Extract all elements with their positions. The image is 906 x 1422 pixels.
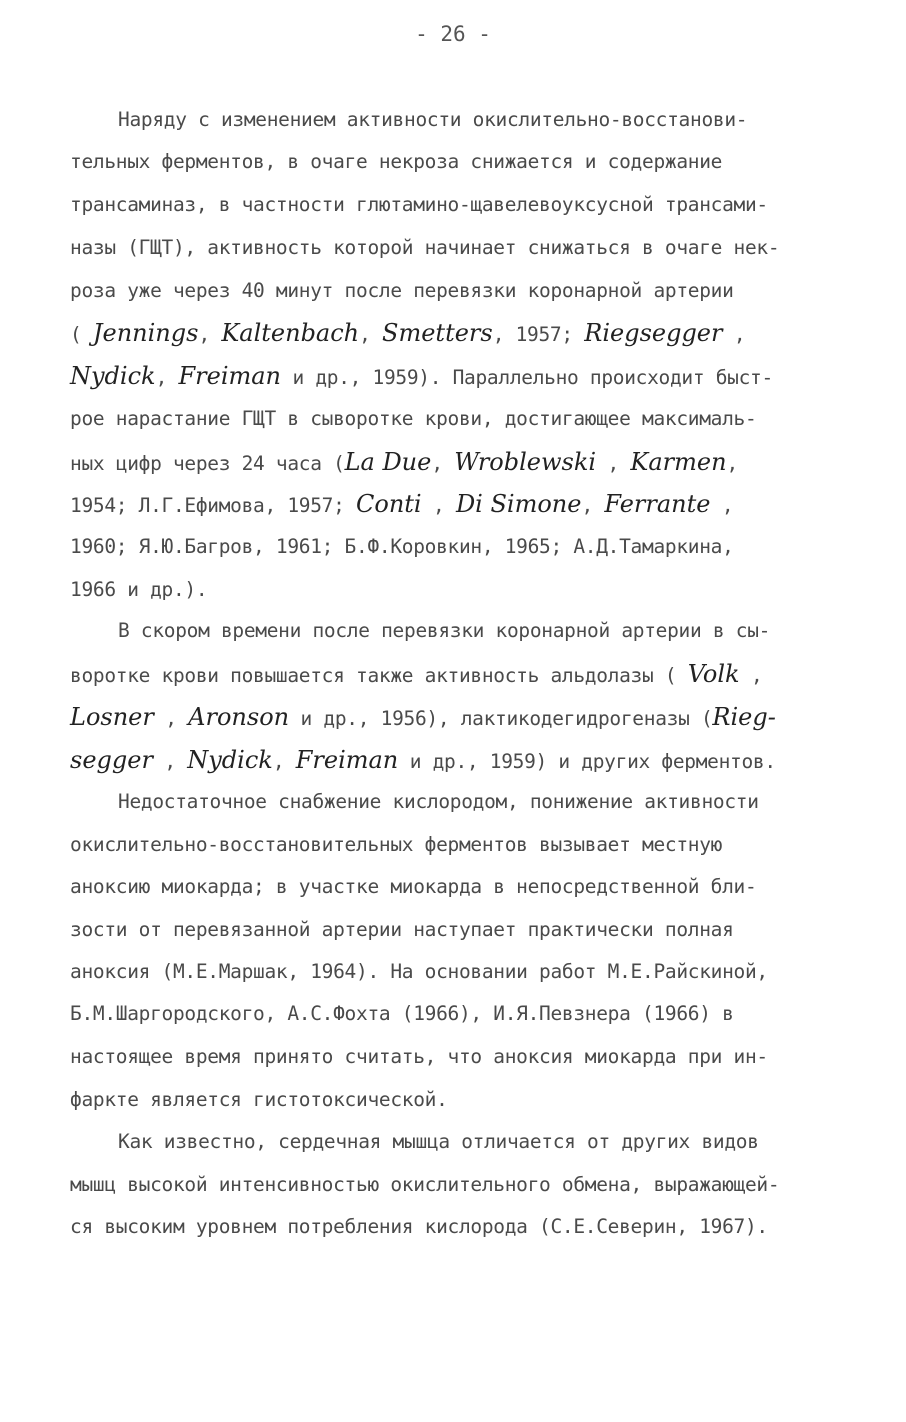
typed-text: , (152, 750, 188, 773)
text-line: тельных ферментов, в очаге некроза снижается и содержание (70, 150, 723, 173)
handwritten-citation: Freiman (295, 746, 399, 774)
handwritten-citation: Conti (356, 490, 422, 518)
text-line: трансаминаз, в частности глютамино-щавелевоуксусной трансами- (70, 193, 768, 216)
handwritten-citation: Smetters (382, 319, 493, 347)
handwritten-citation: Freiman (178, 362, 282, 390)
handwritten-citation: Riegsegger (584, 319, 723, 347)
handwritten-citation: Di Simone (455, 490, 582, 518)
typed-text: , (272, 750, 296, 773)
typed-text: и др., 1956), лактикодегидрогеназы ( (289, 707, 713, 730)
text-line: 1966 и др.). (70, 578, 208, 601)
text-line (70, 704, 776, 732)
typed-text: воротке крови повышается также активность альдолазы ( (70, 664, 688, 687)
text-line: Недостаточное снабжение кислородом, понижение активности (118, 790, 759, 813)
typed-text: , (198, 323, 222, 346)
text-line: мышц высокой интенсивностью окислительного обмена, выражающей- (70, 1173, 780, 1196)
handwritten-citation: Volk (687, 660, 740, 688)
typed-text: и др., 1959). Параллельно происходит быст- (281, 366, 773, 389)
text-line: рое нарастание ГЩТ в сыворотке крови, достигающее максималь- (70, 407, 757, 430)
handwritten-citation: Jennings (92, 319, 199, 347)
text-line: Наряду с изменением активности окислительно-восстанови- (118, 108, 748, 131)
handwritten-citation: Kaltenbach (221, 319, 360, 347)
handwritten-citation: Wroblewski (454, 448, 597, 476)
typed-text: , (155, 366, 179, 389)
text-line (70, 449, 738, 477)
typed-text: ных цифр через 24 часа ( (70, 452, 345, 475)
typed-text: , (739, 664, 763, 687)
handwritten-citation: Ferrante (604, 490, 711, 518)
typed-text: , (153, 707, 189, 730)
handwritten-citation: Karmen (630, 448, 727, 476)
typed-text: , 1957; (492, 323, 585, 346)
text-line (70, 320, 745, 348)
handwritten-citation: Aronson (188, 703, 290, 731)
handwritten-citation: Rieg- (712, 703, 776, 731)
text-line: роза уже через 40 минут после перевязки коронарной артерии (70, 279, 734, 302)
text-line: фаркте является гистотоксической. (70, 1088, 448, 1111)
text-line: назы (ГЩТ), активность которой начинает снижаться в очаге нек- (70, 236, 780, 259)
handwritten-citation: segger (70, 746, 153, 774)
text-line (70, 491, 733, 519)
text-line: аноксию миокарда; в участке миокарда в непосредственной бли- (70, 875, 757, 898)
typed-text: , (710, 494, 734, 517)
typed-text: и др., 1959) и других ферментов. (398, 750, 776, 773)
handwritten-citation: Nydick (187, 746, 273, 774)
text-line: настоящее время принято считать, что аноксия миокарда при ин- (70, 1045, 768, 1068)
text-line: В скором времени после перевязки коронарной артерии в сы- (118, 619, 771, 642)
text-line (70, 661, 762, 689)
text-line: Как известно, сердечная мышца отличается от других видов (118, 1130, 759, 1153)
text-line: окислительно-восстановительных ферментов вызывает местную (70, 833, 723, 856)
handwritten-citation: Losner (70, 703, 154, 731)
text-line: аноксия (М.Е.Маршак, 1964). На основании работ М.Е.Райскиной, (70, 960, 768, 983)
page-number: - 26 - (415, 22, 491, 46)
text-line (70, 363, 773, 391)
typed-text: , (581, 494, 605, 517)
handwritten-citation: La Due (344, 448, 432, 476)
text-line (70, 747, 776, 775)
text-line: ся высоким уровнем потребления кислорода (С.Е.Северин, 1967). (70, 1215, 768, 1238)
typed-text: ( (70, 323, 93, 346)
typed-text: , (596, 452, 631, 475)
typed-text: , (359, 323, 383, 346)
text-line: Б.М.Шаргородского, А.С.Фохта (1966), И.Я.Певзнера (1966) в (70, 1002, 734, 1025)
text-line: 1960; Я.Ю.Багров, 1961; Б.Ф.Коровкин, 1965; А.Д.Тамаркина, (70, 535, 734, 558)
typed-text: , (431, 452, 455, 475)
typed-text: , (722, 323, 746, 346)
typed-text: , (421, 494, 456, 517)
text-line: зости от перевязанной артерии наступает практически полная (70, 918, 734, 941)
typed-text: 1954; Л.Г.Ефимова, 1957; (70, 494, 357, 517)
handwritten-citation: Nydick (70, 362, 156, 390)
typed-text: , (726, 452, 738, 475)
